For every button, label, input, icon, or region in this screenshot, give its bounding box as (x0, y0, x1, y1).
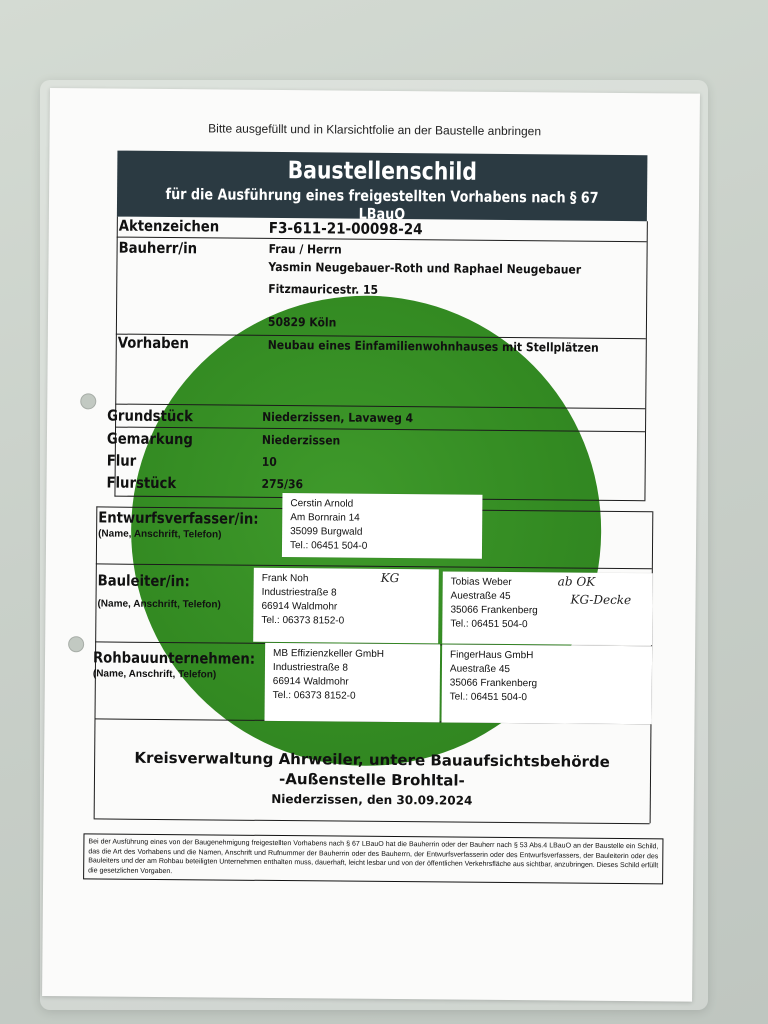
punch-hole-top (80, 393, 96, 409)
aktenzeichen-value: F3-611-21-00098-24 (268, 218, 423, 239)
bauleiter-label: Bauleiter/in: (97, 571, 190, 591)
frame-right (644, 221, 647, 501)
instruction-note: Bitte ausgefüllt und in Klarsichtfolie an der Baustelle anbringen (208, 121, 542, 139)
bauherr-line2: Yasmin Neugebauer-Roth und Raphael Neugebauer (268, 259, 582, 277)
bauherr-line4: 50829 Köln (267, 314, 337, 330)
flur-value: 10 (261, 454, 277, 469)
authority-date: Niederzissen, den 30.09.2024 (271, 791, 473, 808)
document-sheet (42, 88, 700, 1002)
sign-subtitle: für die Ausführung eines freigestellten Vorhabens nach § 67 LBauO (165, 185, 599, 224)
grundstueck-label: Grundstück (107, 406, 193, 426)
sticker-line: Tel.: 06451 504-0 (449, 691, 528, 704)
entwurf-label: Entwurfsverfasser/in: (98, 508, 259, 528)
bauleiter-sticker-1 (253, 568, 439, 644)
entwurf-sub: (Name, Anschrift, Telefon) (98, 528, 222, 541)
sticker-line: Frank Noh (261, 572, 309, 585)
bauherr-line1: Frau / Herrn (268, 241, 342, 257)
bauherr-label: Bauherr/in (118, 238, 198, 258)
sticker-line: Tel.: 06373 8152-0 (272, 689, 356, 702)
bauleiter-sticker-2 (442, 571, 653, 645)
aktenzeichen-label: Aktenzeichen (118, 216, 220, 236)
sticker-line: Industriestraße 8 (272, 661, 349, 674)
authority-branch: -Außenstelle Brohltal- (279, 770, 465, 790)
entwurf-sticker (282, 493, 483, 559)
flurstueck-label: Flurstück (106, 473, 177, 493)
authority-name: Kreisverwaltung Ahrweiler, untere Bauaufsichtsbehörde (134, 748, 610, 771)
sign-title: Baustellenschild (287, 156, 478, 186)
sticker-line: Industriestraße 8 (261, 586, 337, 599)
legal-notice: Bei der Ausführung eines von der Baugenehmigung freigestellten Vorhabens nach § 67 LBauO hat die Bauherrin oder der Bauherr nach § 53 Abs.4 LBauO an der Baustelle ein Schild, das die Art des Vorhabens und die Namen, Anschrift und Rufnummer der Bauherrin oder des Bauherrn, der Entwurfsverfasserin oder des Entwurfsverfassers, der Bauleiterin oder des Bauleiters und der am Rohbau beteiligten Unternehmen enthalten muss, dauerhaft, leicht lesbar und von der öffentlichen Verkehrsfläche aus sichtbar, anzubringen. Dieses Schild erfüllt die gesetzlichen Vorgaben. (83, 833, 663, 884)
sign-header (117, 151, 648, 222)
sticker-line: Am Bornrain 14 (290, 512, 360, 524)
rohbau-sub: (Name, Anschrift, Telefon) (92, 668, 217, 681)
sticker-line: Tel.: 06451 504-0 (289, 540, 368, 552)
sticker-line: 35066 Frankenberg (449, 677, 538, 690)
sticker-line: Auestraße 45 (450, 590, 511, 603)
sticker-line: FingerHaus GmbH (450, 649, 534, 662)
flur-label: Flur (106, 451, 137, 470)
sticker-line: Tel.: 06451 504-0 (450, 618, 528, 631)
punch-hole-bottom (68, 636, 84, 652)
rohbau-label: Rohbauunternehmen: (92, 648, 256, 668)
sticker-line: Tel.: 06373 8152-0 (261, 614, 345, 627)
flurstueck-value: 275/36 (261, 476, 304, 492)
sticker-line: 66914 Waldmohr (272, 675, 349, 688)
sticker-line: Tobias Weber (450, 576, 512, 589)
bauherr-line3: Fitzmauricestr. 15 (268, 281, 379, 297)
rohbau-sticker-2 (441, 644, 652, 724)
sticker-line: 35099 Burgwald (290, 526, 363, 538)
vorhaben-label: Vorhaben (117, 333, 190, 353)
vorhaben-value: Neubau eines Einfamilienwohnhauses mit Stellplätzen (267, 337, 599, 355)
gemarkung-label: Gemarkung (106, 429, 194, 449)
gemarkung-value: Niederzissen (261, 432, 341, 448)
sticker-line: 35066 Frankenberg (450, 604, 538, 617)
handwritten-note-ab-ok: ab OK (557, 574, 596, 589)
bauleiter-sub: (Name, Anschrift, Telefon) (97, 598, 221, 611)
sticker-line: 66914 Waldmohr (261, 600, 338, 613)
sticker-line: Cerstin Arnold (290, 498, 354, 510)
grundstueck-value: Niederzissen, Lavaweg 4 (262, 409, 414, 426)
rohbau-sticker-1 (264, 643, 440, 723)
sticker-line: MB Effizienzkeller GmbH (273, 647, 385, 660)
row-divider (94, 818, 650, 824)
handwritten-note-kg-decke: KG-Decke (570, 592, 632, 608)
sticker-line: Auestraße 45 (449, 663, 511, 676)
handwritten-note-kg: KG (380, 570, 400, 586)
